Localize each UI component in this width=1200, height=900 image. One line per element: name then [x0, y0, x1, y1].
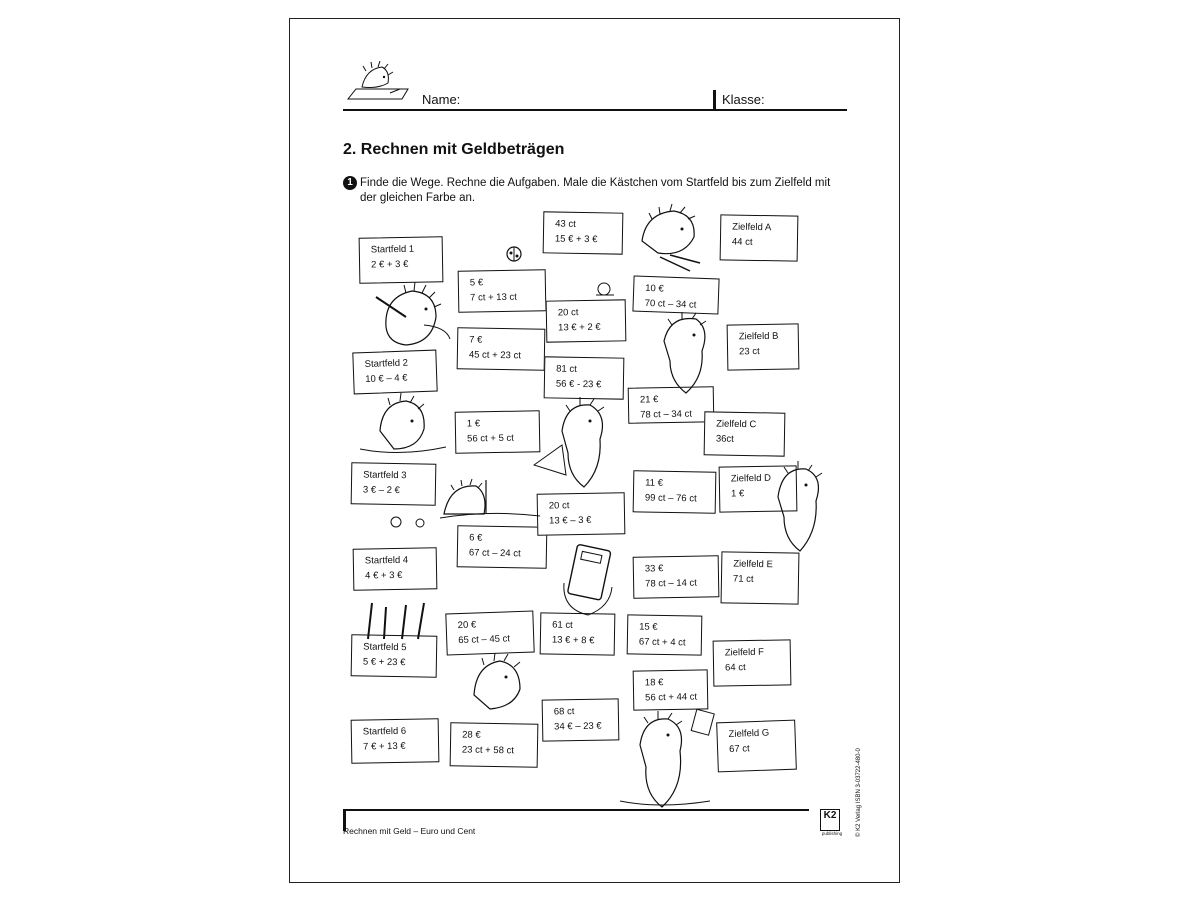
box-label: Zielfeld B: [738, 330, 779, 343]
goal-field-b[interactable]: [727, 323, 800, 370]
box-amount: 43 ct: [555, 218, 576, 230]
hedgehog-sleeping-icon: [440, 474, 540, 529]
box-task: 4 € + 3 €: [365, 569, 403, 582]
start-field-4[interactable]: [353, 547, 438, 590]
box-amount: 20 ct: [548, 500, 570, 512]
box-label: Startfeld 1: [370, 243, 415, 256]
box-amount: 10 €: [645, 282, 664, 295]
goal-field-f[interactable]: [713, 639, 792, 686]
box-task: 78 ct – 14 ct: [645, 577, 697, 590]
box-task: 13 € + 2 €: [558, 321, 601, 334]
box-label: Startfeld 4: [364, 554, 409, 567]
task-box[interactable]: [445, 610, 534, 655]
box-amount: 28 €: [462, 729, 481, 741]
hedgehog-writing-icon: [458, 651, 538, 726]
box-label: Startfeld 5: [363, 641, 407, 654]
k2-logo-subtitle: publishing: [821, 831, 843, 836]
box-task: 7 € + 13 €: [363, 740, 406, 753]
box-amount: 15 €: [639, 621, 658, 633]
box-amount: 68 ct: [553, 706, 575, 718]
task-box[interactable]: [542, 698, 620, 741]
footer-text: Rechnen mit Geld – Euro und Cent: [343, 826, 476, 836]
task-box[interactable]: [627, 614, 703, 655]
task-box[interactable]: [544, 356, 625, 399]
name-label: Name:: [422, 92, 461, 107]
box-task: 78 ct – 34 ct: [640, 408, 693, 421]
goal-field-g[interactable]: [716, 720, 797, 773]
hedgehog-standing-icon: [650, 311, 720, 406]
box-amount: 21 €: [639, 394, 659, 406]
start-field-6[interactable]: [351, 718, 440, 764]
box-task: 70 ct – 34 ct: [644, 297, 697, 311]
hedgehog-writing-icon: [366, 267, 456, 362]
isbn-note: © K2 Verlag ISBN 3-03722-480-0: [856, 748, 862, 837]
box-task: 15 € + 3 €: [554, 233, 598, 246]
task-box[interactable]: [546, 299, 627, 342]
box-task: 99 ct – 76 ct: [644, 492, 697, 505]
hedgehog-drawing-icon: [630, 201, 710, 278]
page-title: 2. Rechnen mit Geldbeträgen: [343, 141, 565, 158]
box-task: 56 ct + 44 ct: [645, 691, 698, 704]
box-target: 67 ct: [728, 743, 750, 755]
box-label: Zielfeld G: [728, 727, 770, 740]
box-task: 7 ct + 13 ct: [470, 291, 517, 304]
box-label: Zielfeld A: [732, 221, 772, 234]
box-task: 56 € - 23 €: [555, 378, 602, 391]
hedgehog-with-note-icon: [610, 705, 720, 820]
header-divider: [713, 90, 716, 110]
box-amount: 7 €: [469, 334, 483, 346]
hedgehog-with-paint-icon: [758, 457, 838, 562]
hedgehog-reading-icon: [360, 391, 450, 466]
box-task: 67 ct – 24 ct: [468, 547, 521, 560]
calculator-icon: [558, 543, 618, 624]
task-box[interactable]: [632, 276, 719, 315]
goal-field-c[interactable]: [704, 411, 786, 456]
box-label: Startfeld 6: [362, 725, 407, 738]
box-target: 1 €: [730, 488, 745, 500]
instruction-line-2: der gleichen Farbe an.: [360, 192, 476, 204]
box-amount: 5 €: [469, 277, 484, 289]
k2-logo: K2: [820, 809, 840, 831]
pencils-icon: [362, 599, 432, 644]
task-box[interactable]: [458, 269, 547, 313]
task-box[interactable]: [457, 525, 548, 569]
box-amount: 33 €: [644, 563, 664, 575]
box-amount: 61 ct: [552, 619, 573, 631]
box-amount: 81 ct: [556, 363, 577, 375]
box-task: 10 € – 4 €: [365, 372, 408, 386]
task-box[interactable]: [633, 555, 720, 598]
goal-field-a[interactable]: [720, 214, 799, 261]
task-box[interactable]: [457, 327, 546, 371]
box-amount: 6 €: [469, 532, 483, 544]
hedgehog-writing-icon: [342, 59, 412, 105]
box-amount: 20 €: [457, 619, 477, 632]
task-box[interactable]: [633, 470, 717, 513]
footer-rule: [343, 809, 809, 811]
exercise-number-badge: 1: [343, 176, 357, 190]
class-label: Klasse:: [722, 92, 765, 107]
hedgehog-with-pencil-icon: [532, 395, 622, 500]
box-task: 56 ct + 5 ct: [467, 432, 514, 445]
box-label: Startfeld 2: [364, 357, 409, 371]
box-amount: 18 €: [644, 677, 664, 689]
snail-icon: [592, 279, 616, 304]
box-amount: 20 ct: [557, 307, 579, 319]
worksheet-page: [289, 18, 900, 883]
instruction-line-1: Finde die Wege. Rechne die Aufgaben. Male die Kästchen vom Startfeld bis zum Zielfeld mit: [360, 177, 831, 189]
box-task: 65 ct – 45 ct: [458, 633, 511, 647]
box-task: 5 € + 23 €: [362, 656, 406, 669]
snails-icon: [384, 514, 434, 535]
box-target: 64 ct: [724, 662, 746, 674]
box-label: Zielfeld F: [724, 646, 764, 659]
box-target: 44 ct: [731, 236, 753, 248]
box-label: Zielfeld D: [730, 472, 772, 485]
header-rule: [343, 109, 847, 111]
task-box[interactable]: [450, 722, 539, 768]
box-task: 45 ct + 23 ct: [468, 349, 522, 362]
exercise-instruction: [360, 176, 850, 206]
box-task: 34 € – 23 €: [554, 720, 602, 733]
box-task: 13 € – 3 €: [549, 514, 592, 527]
box-target: 23 ct: [738, 346, 760, 358]
box-task: 13 € + 8 €: [551, 634, 595, 647]
box-task: 2 € + 3 €: [370, 258, 409, 271]
start-field-3[interactable]: [351, 462, 437, 505]
box-target: 71 ct: [732, 573, 754, 585]
box-target: 36ct: [715, 433, 734, 445]
box-task: 67 ct + 4 ct: [638, 636, 686, 649]
task-box[interactable]: [543, 211, 624, 254]
box-label: Startfeld 3: [363, 469, 407, 482]
task-box[interactable]: [455, 410, 541, 453]
box-task: 23 ct + 58 ct: [461, 744, 515, 757]
box-label: Zielfeld E: [733, 558, 773, 571]
box-label: Zielfeld C: [716, 418, 757, 431]
box-amount: 11 €: [645, 477, 664, 489]
ladybug-icon: [502, 241, 526, 270]
box-amount: 1 €: [466, 418, 481, 430]
box-task: 3 € – 2 €: [362, 484, 400, 497]
